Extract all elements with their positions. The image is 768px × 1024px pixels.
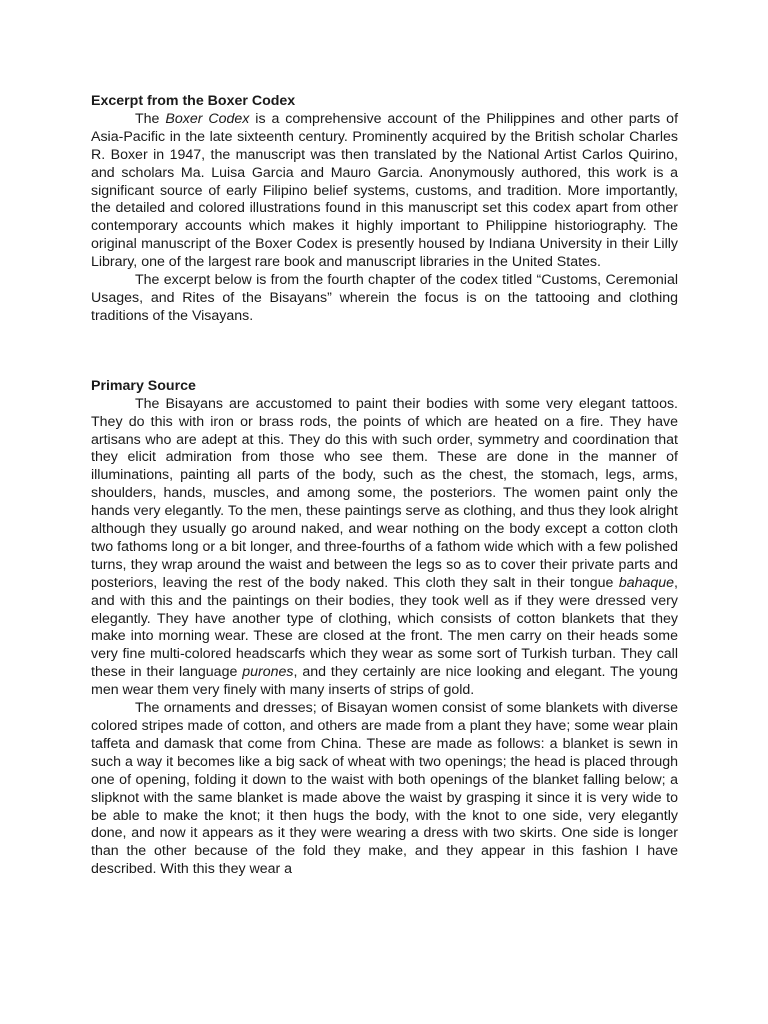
- section-gap: [91, 326, 678, 378]
- paragraph-tattoos-text-c: , and they certainly are nice looking and elegant. The young men wear them very finely with many inserts of strips of gold.: [91, 664, 678, 699]
- section-heading-excerpt: Excerpt from the Boxer Codex: [91, 93, 296, 109]
- paragraph-intro-text-b: is a comprehensive account of the Philippines and other parts of Asia-Pacific in the late sixteenth century. Prominently acquired by the British scholar Charles R. Boxer in 1947, the manuscript was then translated by the National Artist Carlos Quirino, and scholars Ma. Luisa Garcia and Mauro Garcia. Anonymously authored, this work is a significant source of early Filipino belief systems, customs, and tradition. More importantly, the detailed and colored illustrations found in this manuscript set this codex apart from other contemporary accounts which makes it highly important to Philippine historiography. The original manuscript of the Boxer Codex is presently housed by Indiana University in their Lilly Library, one of the largest rare book and manuscript libraries in the United States.: [91, 110, 679, 271]
- document-page: [91, 93, 678, 879]
- paragraph-intro: [91, 111, 678, 272]
- paragraph-tattoos-text-b: , and with this and the paintings on their bodies, they took well as if they were dressed very elegantly. They have another type of clothing, which consists of cotton blankets that they make into morning wear. These are closed at the front. The men carry on their heads some very fine multi-colored headscarfs which they wear as some sort of Turkish turban. They call these in their language: [91, 574, 678, 681]
- section-primary-source: [91, 378, 678, 879]
- section-heading-primary-source: Primary Source: [91, 377, 196, 394]
- paragraph-ornaments: The ornaments and dresses; of Bisayan women consist of some blankets with diverse colored stripes made of cotton, and others are made from a plant they have; some wear plain taffeta and damask that come from China. These are made as follows: a blanket is sewn in such a way it becomes like a big sack of wheat with two openings; the head is placed through one of opening, folding it down to the waist with both openings of the blanket falling below; a slipknot with the same blanket is made above the waist by grasping it since it is very wide to be able to make the knot; it then hugs the body, with the knot to one side, very elegantly done, and now it appears as it they were wearing a dress with two skirts. One side is longer than the other because of the fold they make, and they appear in this fashion I have described. With this they wear a: [91, 700, 678, 878]
- paragraph-intro-text-a: The: [135, 110, 166, 127]
- paragraph-tattoos-italic-purones: purones: [242, 664, 294, 681]
- paragraph-tattoos: [91, 396, 678, 700]
- paragraph-tattoos-text-a: The Bisayans are accustomed to paint their bodies with some very elegant tattoos. They do this with iron or brass rods, the points of which are heated on a fire. They have artisans who are adept at this. They do this with such order, symmetry and coordination that they elicit admiration from those who see them. These are done in the manner of illuminations, painting all parts of the body, such as the chest, the stomach, legs, arms, shoulders, hands, muscles, and among some, the posteriors. The women paint only the hands very elegantly. To the men, these paintings serve as clothing, and thus they look alright although they usually go around naked, and wear nothing on the body except a cotton cloth two fathoms long or a bit longer, and three-fourths of a fathom wide which with a few polished turns, they wrap around the waist and between the legs so as to cover their private parts and posteriors, leaving the rest of the body naked. This cloth they salt in their tongue: [91, 395, 678, 591]
- section-excerpt: [91, 93, 678, 326]
- paragraph-tattoos-italic-bahaque: bahaque: [618, 574, 675, 591]
- paragraph-excerpt-note: The excerpt below is from the fourth chapter of the codex titled “Customs, Ceremonial Usages, and Rites of the Bisayans” wherein the focus is on the tattooing and clothing traditions of the Visayans.: [91, 272, 678, 324]
- paragraph-intro-italic: Boxer Codex: [165, 110, 250, 127]
